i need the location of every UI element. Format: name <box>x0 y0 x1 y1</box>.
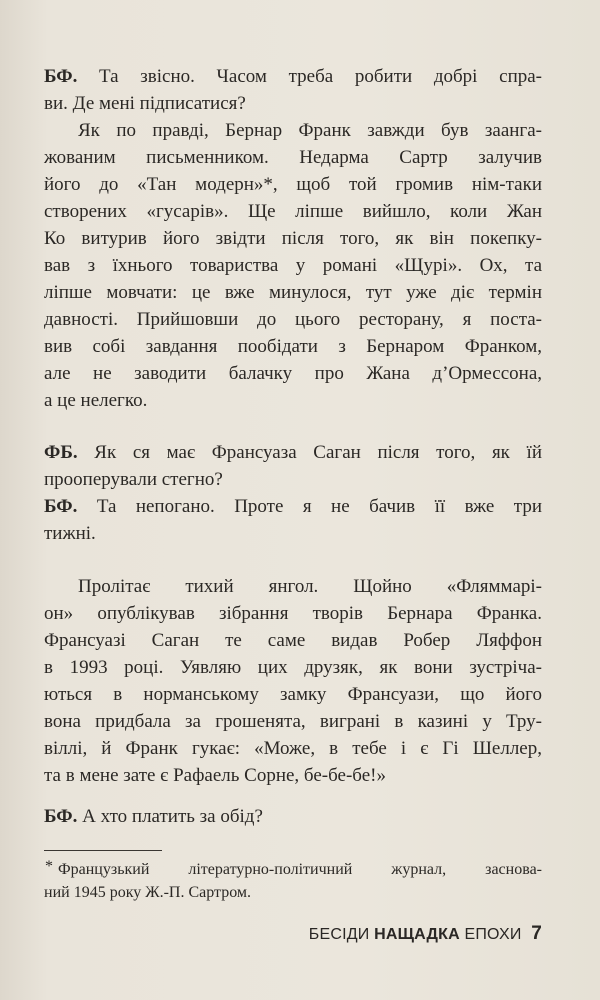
text-line <box>44 439 542 466</box>
text-line: тижні. <box>44 523 96 544</box>
speaker-label: ФБ. <box>44 442 78 463</box>
text-line: Як по правді, Бернар Франк завжди був заанга- <box>78 120 542 141</box>
text-line: в 1993 році. Уявляю цих друзяк, як вони зустріча- <box>44 657 542 678</box>
text-line: вав з їхнього товариства у романі «Щурі». Ох, та <box>44 255 542 276</box>
text-line: але не заводити балачку про Жана д’Ормессона, <box>44 363 542 384</box>
text-line: ються в норманському замку Франсуази, що його <box>44 684 542 705</box>
text-line: Пролітає тихий янгол. Щойно «Фляммарі- <box>78 576 542 597</box>
line-text: Та непогано. Проте я не бачив її вже три <box>96 496 543 517</box>
footnote-mark: * <box>45 858 53 875</box>
text-line <box>44 803 542 830</box>
line-text: А хто платить за обід? <box>82 806 263 827</box>
text-line <box>44 63 542 90</box>
text-line: а це нелегко. <box>44 390 148 411</box>
text-line: ліпше мовчати: це вже минулося, тут уже діє термін <box>44 282 542 303</box>
line-text: Як ся має Франсуаза Саган після того, як їй <box>94 442 542 463</box>
line-text: Французький літературно-політичний журнал, заснова- <box>58 861 542 878</box>
header-text-bold: НАЩАДКА <box>374 926 460 943</box>
text-line: жованим письменником. Недарма Сартр залучив <box>44 147 542 168</box>
text-line <box>44 493 542 520</box>
speaker-label: БФ. <box>44 66 78 87</box>
text-line: вона придбала за грошенята, виграні в казині у Тру- <box>44 711 542 732</box>
footnote-line: ний 1945 року Ж.-П. Сартром. <box>44 884 252 901</box>
running-header <box>309 922 542 946</box>
text-line: віллі, й Франк гукає: «Може, в тебе і є Гі Шеллер, <box>44 738 542 759</box>
text-line: давності. Прийшовши до цього ресторану, я поста- <box>44 309 542 330</box>
text-line: он» опублікував зібрання творів Бернара Франка. <box>44 603 542 624</box>
speaker-label: БФ. <box>44 496 78 517</box>
text-line: прооперували стегно? <box>44 469 223 490</box>
text-line: ви. Де мені підписатися? <box>44 93 246 114</box>
header-text: ЕПОХИ <box>464 926 522 943</box>
page-number: 7 <box>531 923 542 944</box>
text-line: Франсуазі Саган те саме видав Робер Ляффон <box>44 630 542 651</box>
footnote-line <box>45 858 542 881</box>
footnote-divider <box>44 850 162 851</box>
line-text: Та звісно. Часом треба робити добрі спра- <box>99 66 542 87</box>
text-line: вив собі завдання пообідати з Бернаром Франком, <box>44 336 542 357</box>
text-line: та в мене зате є Рафаель Сорне, бе-бе-бе!» <box>44 765 386 786</box>
text-line: створених «гусарів». Ще ліпше вийшло, коли Жан <box>44 201 542 222</box>
speaker-label: БФ. <box>44 806 78 827</box>
text-line: Ко витурив його звідти після того, як він покепку- <box>44 228 542 249</box>
text-line: його до «Тан модерн»*, щоб той громив нім-таки <box>44 174 542 195</box>
header-text: БЕСІДИ <box>308 926 370 943</box>
